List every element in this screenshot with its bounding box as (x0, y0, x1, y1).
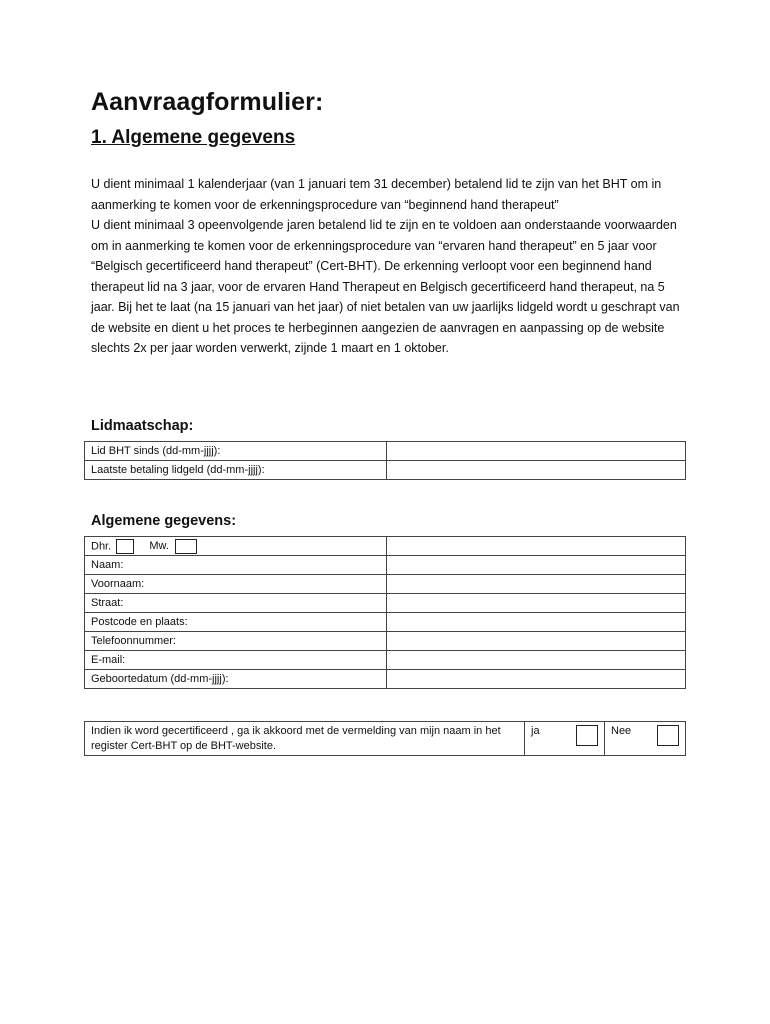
row-label: Postcode en plaats: (85, 613, 387, 632)
table-row (85, 670, 686, 689)
street-field[interactable] (387, 594, 686, 613)
no-label: Nee (611, 725, 632, 737)
consent-table (84, 721, 686, 756)
email-field[interactable] (387, 651, 686, 670)
postcode-field[interactable] (387, 613, 686, 632)
consent-yes-cell (525, 722, 605, 756)
row-label: Laatste betaling lidgeld (dd-mm-jjjj): (85, 461, 387, 480)
intro-paragraph-2: U dient minimaal 3 opeenvolgende jaren betalend lid te zijn en te voldoen aan onderstaande voorwaarden om in aanmerking te komen voor de erkenningsprocedure van “ervaren hand therapeut” en 5 jaar voor “Belgisch gecertificeerd hand therapeut” (Cert-BHT). De erkenning verloopt voor een beginnend hand therapeut lid na 3 jaar, voor de ervaren Hand Therapeut en Belgisch gecertificeerd hand therapeut, na 5 jaar. Bij het te laat (na 15 januari van het jaar) of niet betalen van uw jaarlijks lidgeld wordt u geschrapt van de website en dient u het proces te herbeginnen aangezien de aanvragen en aanpassing op de website slechts 2x per jaar worden verwerkt, zijnde 1 maart en 1 oktober. (91, 218, 680, 355)
table-row (85, 651, 686, 670)
salutation-field[interactable] (387, 537, 686, 556)
table-row (85, 556, 686, 575)
membership-table (84, 441, 686, 480)
consent-no-cell (605, 722, 686, 756)
salutation-cell (85, 537, 387, 556)
birthdate-field[interactable] (387, 670, 686, 689)
row-label: Telefoonnummer: (85, 632, 387, 651)
table-row (85, 632, 686, 651)
row-label: Voornaam: (85, 575, 387, 594)
row-label: E-mail: (85, 651, 387, 670)
table-row (85, 722, 686, 756)
no-checkbox[interactable] (657, 725, 679, 746)
name-field[interactable] (387, 556, 686, 575)
table-row (85, 442, 686, 461)
table-row (85, 594, 686, 613)
general-title: Algemene gegevens: (91, 513, 237, 529)
mw-label: Mw. (149, 539, 169, 552)
table-row (85, 613, 686, 632)
table-row (85, 575, 686, 594)
mw-checkbox[interactable] (175, 539, 197, 554)
dhr-label: Dhr. (91, 539, 112, 552)
table-row (85, 537, 686, 556)
row-label: Geboortedatum (dd-mm-jjjj): (85, 670, 387, 689)
last-payment-field[interactable] (387, 461, 686, 480)
section-heading: 1. Algemene gegevens (91, 127, 296, 148)
row-label: Straat: (85, 594, 387, 613)
membership-title: Lidmaatschap: (91, 418, 194, 434)
member-since-field[interactable] (387, 442, 686, 461)
page-title: Aanvraagformulier: (91, 88, 324, 116)
first-name-field[interactable] (387, 575, 686, 594)
dhr-checkbox[interactable] (116, 539, 134, 554)
row-label: Lid BHT sinds (dd-mm-jjjj): (85, 442, 387, 461)
row-label: Naam: (85, 556, 387, 575)
phone-field[interactable] (387, 632, 686, 651)
general-table (84, 536, 686, 689)
consent-question: Indien ik word gecertificeerd , ga ik akkoord met de vermelding van mijn naam in het register Cert-BHT op de BHT-website. (85, 722, 525, 756)
intro-text (91, 174, 691, 359)
intro-paragraph-1: U dient minimaal 1 kalenderjaar (van 1 januari tem 31 december) betalend lid te zijn van het BHT om in aanmerking te komen voor de erkenningsprocedure van “beginnend hand therapeut” (91, 177, 662, 212)
table-row (85, 461, 686, 480)
yes-checkbox[interactable] (576, 725, 598, 746)
yes-label: ja (531, 725, 540, 737)
